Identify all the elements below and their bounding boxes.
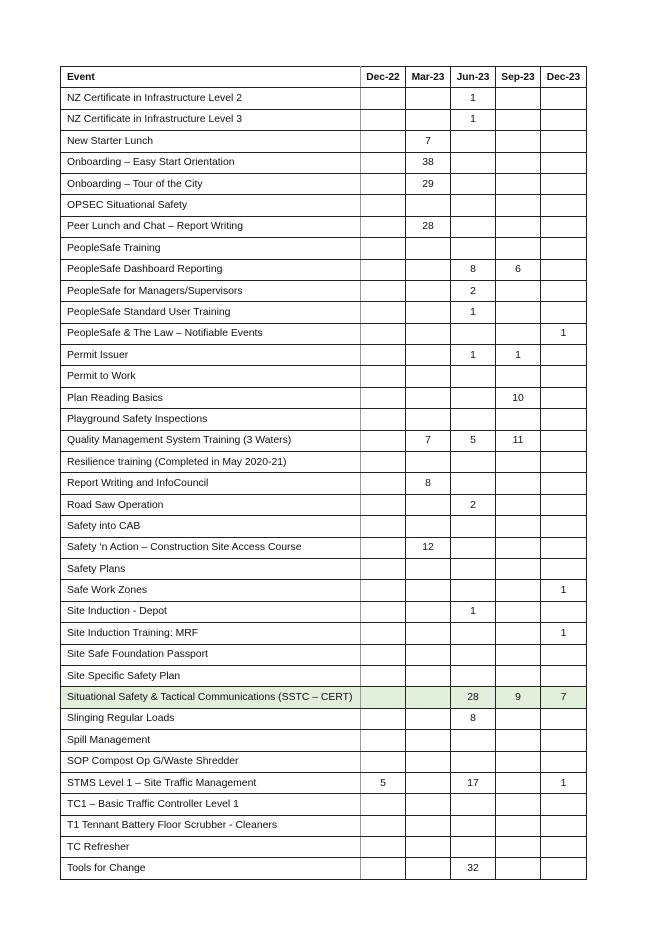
value-cell-dec-22 xyxy=(361,216,406,237)
value-cell-sep-23 xyxy=(496,751,541,772)
value-cell-dec-23 xyxy=(541,302,587,323)
table-row xyxy=(61,751,587,772)
value-cell-jun-23 xyxy=(451,131,496,152)
events-table xyxy=(60,66,587,880)
value-cell-dec-23 xyxy=(541,751,587,772)
table-row xyxy=(61,837,587,858)
value-cell-jun-23 xyxy=(451,665,496,686)
value-cell-dec-23 xyxy=(541,345,587,366)
value-cell-dec-23 xyxy=(541,730,587,751)
table-row xyxy=(61,238,587,259)
value-cell-mar-23 xyxy=(406,387,451,408)
value-cell-jun-23 xyxy=(451,387,496,408)
value-cell-jun-23 xyxy=(451,323,496,344)
event-name-cell: Safety into CAB xyxy=(61,516,361,537)
value-cell-sep-23 xyxy=(496,238,541,259)
value-cell-jun-23 xyxy=(451,751,496,772)
value-cell-dec-23 xyxy=(541,430,587,451)
event-name-cell: Onboarding – Easy Start Orientation xyxy=(61,152,361,173)
table-row xyxy=(61,644,587,665)
table-row xyxy=(61,452,587,473)
value-cell-sep-23 xyxy=(496,837,541,858)
value-cell-jun-23: 5 xyxy=(451,430,496,451)
value-cell-dec-22 xyxy=(361,152,406,173)
table-row xyxy=(61,280,587,301)
value-cell-mar-23 xyxy=(406,815,451,836)
value-cell-sep-23 xyxy=(496,216,541,237)
value-cell-sep-23 xyxy=(496,537,541,558)
value-cell-sep-23 xyxy=(496,558,541,579)
value-cell-mar-23 xyxy=(406,558,451,579)
event-name-cell: Tools for Change xyxy=(61,858,361,879)
value-cell-sep-23 xyxy=(496,280,541,301)
table-row xyxy=(61,302,587,323)
table-row xyxy=(61,516,587,537)
value-cell-jun-23 xyxy=(451,794,496,815)
value-cell-dec-22 xyxy=(361,238,406,259)
value-cell-dec-23: 1 xyxy=(541,623,587,644)
value-cell-mar-23: 38 xyxy=(406,152,451,173)
value-cell-dec-22 xyxy=(361,516,406,537)
table-row xyxy=(61,858,587,879)
table-row xyxy=(61,131,587,152)
value-cell-mar-23 xyxy=(406,751,451,772)
value-cell-dec-22 xyxy=(361,452,406,473)
value-cell-dec-22 xyxy=(361,601,406,622)
value-cell-sep-23 xyxy=(496,152,541,173)
header-dec-22: Dec-22 xyxy=(361,67,406,88)
value-cell-mar-23 xyxy=(406,259,451,280)
event-name-cell: Safe Work Zones xyxy=(61,580,361,601)
value-cell-mar-23 xyxy=(406,665,451,686)
table-row xyxy=(61,323,587,344)
value-cell-jun-23 xyxy=(451,473,496,494)
value-cell-jun-23 xyxy=(451,837,496,858)
table-row xyxy=(61,494,587,515)
value-cell-mar-23 xyxy=(406,494,451,515)
value-cell-jun-23 xyxy=(451,152,496,173)
value-cell-mar-23 xyxy=(406,858,451,879)
value-cell-dec-23: 1 xyxy=(541,580,587,601)
value-cell-dec-22 xyxy=(361,837,406,858)
value-cell-jun-23 xyxy=(451,173,496,194)
value-cell-dec-23 xyxy=(541,494,587,515)
event-name-cell: TC1 – Basic Traffic Controller Level 1 xyxy=(61,794,361,815)
table-row xyxy=(61,259,587,280)
value-cell-jun-23 xyxy=(451,537,496,558)
value-cell-dec-23: 1 xyxy=(541,323,587,344)
value-cell-sep-23 xyxy=(496,131,541,152)
value-cell-jun-23 xyxy=(451,516,496,537)
event-name-cell: Site Induction Training: MRF xyxy=(61,623,361,644)
value-cell-dec-22 xyxy=(361,387,406,408)
value-cell-mar-23 xyxy=(406,601,451,622)
header-event: Event xyxy=(61,67,361,88)
table-row xyxy=(61,687,587,708)
value-cell-mar-23 xyxy=(406,708,451,729)
table-row xyxy=(61,558,587,579)
event-name-cell: Report Writing and InfoCouncil xyxy=(61,473,361,494)
value-cell-jun-23 xyxy=(451,580,496,601)
value-cell-dec-23 xyxy=(541,837,587,858)
event-name-cell: PeopleSafe Training xyxy=(61,238,361,259)
event-name-cell: Site Specific Safety Plan xyxy=(61,665,361,686)
value-cell-sep-23 xyxy=(496,665,541,686)
value-cell-jun-23: 1 xyxy=(451,109,496,130)
value-cell-dec-23: 1 xyxy=(541,772,587,793)
value-cell-sep-23 xyxy=(496,88,541,109)
value-cell-dec-23 xyxy=(541,366,587,387)
table-row xyxy=(61,216,587,237)
value-cell-mar-23 xyxy=(406,366,451,387)
value-cell-jun-23 xyxy=(451,623,496,644)
value-cell-dec-23 xyxy=(541,109,587,130)
value-cell-dec-22 xyxy=(361,730,406,751)
header-mar-23: Mar-23 xyxy=(406,67,451,88)
table-row xyxy=(61,580,587,601)
value-cell-mar-23: 8 xyxy=(406,473,451,494)
value-cell-mar-23 xyxy=(406,772,451,793)
event-name-cell: Quality Management System Training (3 Waters) xyxy=(61,430,361,451)
table-row xyxy=(61,473,587,494)
value-cell-sep-23 xyxy=(496,623,541,644)
value-cell-jun-23: 1 xyxy=(451,345,496,366)
value-cell-mar-23 xyxy=(406,302,451,323)
value-cell-sep-23: 1 xyxy=(496,345,541,366)
value-cell-sep-23 xyxy=(496,323,541,344)
header-jun-23: Jun-23 xyxy=(451,67,496,88)
value-cell-mar-23 xyxy=(406,623,451,644)
value-cell-mar-23 xyxy=(406,409,451,430)
table-row xyxy=(61,772,587,793)
table-header-row xyxy=(61,67,587,88)
value-cell-mar-23 xyxy=(406,837,451,858)
value-cell-dec-22 xyxy=(361,280,406,301)
value-cell-jun-23 xyxy=(451,216,496,237)
value-cell-jun-23: 28 xyxy=(451,687,496,708)
value-cell-jun-23 xyxy=(451,644,496,665)
value-cell-mar-23: 12 xyxy=(406,537,451,558)
table-row xyxy=(61,195,587,216)
value-cell-mar-23 xyxy=(406,687,451,708)
value-cell-dec-22 xyxy=(361,580,406,601)
event-name-cell: Road Saw Operation xyxy=(61,494,361,515)
value-cell-dec-23 xyxy=(541,195,587,216)
event-name-cell: Plan Reading Basics xyxy=(61,387,361,408)
value-cell-mar-23: 28 xyxy=(406,216,451,237)
value-cell-dec-23 xyxy=(541,452,587,473)
table-row xyxy=(61,623,587,644)
value-cell-dec-23 xyxy=(541,601,587,622)
table-row xyxy=(61,409,587,430)
value-cell-jun-23 xyxy=(451,452,496,473)
value-cell-dec-22 xyxy=(361,644,406,665)
value-cell-dec-22 xyxy=(361,858,406,879)
table-row xyxy=(61,366,587,387)
value-cell-sep-23 xyxy=(496,494,541,515)
value-cell-jun-23 xyxy=(451,558,496,579)
value-cell-dec-22 xyxy=(361,794,406,815)
value-cell-sep-23 xyxy=(496,195,541,216)
value-cell-dec-23 xyxy=(541,644,587,665)
table-row xyxy=(61,173,587,194)
value-cell-dec-22 xyxy=(361,494,406,515)
event-name-cell: OPSEC Situational Safety xyxy=(61,195,361,216)
value-cell-sep-23: 9 xyxy=(496,687,541,708)
header-dec-23: Dec-23 xyxy=(541,67,587,88)
value-cell-sep-23 xyxy=(496,109,541,130)
value-cell-sep-23 xyxy=(496,708,541,729)
value-cell-mar-23 xyxy=(406,452,451,473)
value-cell-dec-22 xyxy=(361,409,406,430)
value-cell-mar-23 xyxy=(406,109,451,130)
value-cell-sep-23 xyxy=(496,858,541,879)
value-cell-dec-23 xyxy=(541,473,587,494)
event-name-cell: Site Safe Foundation Passport xyxy=(61,644,361,665)
event-name-cell: NZ Certificate in Infrastructure Level 3 xyxy=(61,109,361,130)
value-cell-dec-22 xyxy=(361,173,406,194)
table-row xyxy=(61,601,587,622)
event-name-cell: PeopleSafe for Managers/Supervisors xyxy=(61,280,361,301)
event-name-cell: Safety Plans xyxy=(61,558,361,579)
value-cell-dec-22 xyxy=(361,687,406,708)
value-cell-dec-22 xyxy=(361,558,406,579)
value-cell-jun-23 xyxy=(451,366,496,387)
value-cell-sep-23 xyxy=(496,815,541,836)
value-cell-mar-23 xyxy=(406,644,451,665)
value-cell-dec-23 xyxy=(541,794,587,815)
value-cell-dec-23 xyxy=(541,708,587,729)
value-cell-mar-23 xyxy=(406,238,451,259)
event-name-cell: Playground Safety Inspections xyxy=(61,409,361,430)
value-cell-mar-23 xyxy=(406,730,451,751)
value-cell-dec-23 xyxy=(541,516,587,537)
table-row xyxy=(61,708,587,729)
event-name-cell: Situational Safety & Tactical Communications (SSTC – CERT) xyxy=(61,687,361,708)
value-cell-dec-23 xyxy=(541,131,587,152)
event-name-cell: Site Induction - Depot xyxy=(61,601,361,622)
value-cell-dec-22 xyxy=(361,88,406,109)
value-cell-sep-23 xyxy=(496,516,541,537)
value-cell-jun-23: 2 xyxy=(451,494,496,515)
event-name-cell: STMS Level 1 – Site Traffic Management xyxy=(61,772,361,793)
value-cell-dec-23 xyxy=(541,280,587,301)
value-cell-mar-23 xyxy=(406,516,451,537)
value-cell-dec-23 xyxy=(541,173,587,194)
table-row xyxy=(61,387,587,408)
value-cell-jun-23 xyxy=(451,730,496,751)
value-cell-mar-23 xyxy=(406,794,451,815)
value-cell-jun-23: 1 xyxy=(451,302,496,323)
table-row xyxy=(61,665,587,686)
value-cell-dec-23 xyxy=(541,815,587,836)
table-row xyxy=(61,794,587,815)
event-name-cell: Peer Lunch and Chat – Report Writing xyxy=(61,216,361,237)
event-name-cell: T1 Tennant Battery Floor Scrubber - Cleaners xyxy=(61,815,361,836)
event-name-cell: NZ Certificate in Infrastructure Level 2 xyxy=(61,88,361,109)
value-cell-jun-23 xyxy=(451,195,496,216)
table-row xyxy=(61,152,587,173)
value-cell-dec-23 xyxy=(541,409,587,430)
value-cell-dec-22 xyxy=(361,323,406,344)
value-cell-sep-23 xyxy=(496,772,541,793)
value-cell-mar-23: 7 xyxy=(406,430,451,451)
event-name-cell: Safety ‘n Action – Construction Site Access Course xyxy=(61,537,361,558)
value-cell-sep-23 xyxy=(496,601,541,622)
value-cell-dec-22 xyxy=(361,623,406,644)
value-cell-jun-23: 2 xyxy=(451,280,496,301)
value-cell-sep-23 xyxy=(496,580,541,601)
value-cell-dec-23 xyxy=(541,558,587,579)
value-cell-sep-23 xyxy=(496,730,541,751)
value-cell-dec-23 xyxy=(541,216,587,237)
document-page xyxy=(60,66,586,880)
header-sep-23: Sep-23 xyxy=(496,67,541,88)
value-cell-dec-23 xyxy=(541,152,587,173)
value-cell-dec-22 xyxy=(361,815,406,836)
event-name-cell: Onboarding – Tour of the City xyxy=(61,173,361,194)
value-cell-dec-22 xyxy=(361,665,406,686)
value-cell-dec-23 xyxy=(541,238,587,259)
value-cell-mar-23 xyxy=(406,195,451,216)
value-cell-mar-23 xyxy=(406,280,451,301)
event-name-cell: Permit to Work xyxy=(61,366,361,387)
value-cell-sep-23: 10 xyxy=(496,387,541,408)
value-cell-jun-23: 17 xyxy=(451,772,496,793)
value-cell-dec-23 xyxy=(541,387,587,408)
value-cell-mar-23 xyxy=(406,345,451,366)
value-cell-dec-22 xyxy=(361,537,406,558)
value-cell-dec-22 xyxy=(361,109,406,130)
value-cell-sep-23 xyxy=(496,473,541,494)
value-cell-jun-23 xyxy=(451,409,496,430)
event-name-cell: PeopleSafe Dashboard Reporting xyxy=(61,259,361,280)
value-cell-sep-23 xyxy=(496,794,541,815)
value-cell-mar-23 xyxy=(406,88,451,109)
value-cell-jun-23: 32 xyxy=(451,858,496,879)
value-cell-sep-23 xyxy=(496,302,541,323)
value-cell-mar-23: 7 xyxy=(406,131,451,152)
value-cell-jun-23 xyxy=(451,238,496,259)
value-cell-mar-23: 29 xyxy=(406,173,451,194)
value-cell-dec-22 xyxy=(361,259,406,280)
value-cell-dec-22 xyxy=(361,708,406,729)
value-cell-jun-23: 1 xyxy=(451,601,496,622)
value-cell-jun-23: 1 xyxy=(451,88,496,109)
table-body xyxy=(61,88,587,879)
table-row xyxy=(61,537,587,558)
event-name-cell: PeopleSafe Standard User Training xyxy=(61,302,361,323)
value-cell-sep-23 xyxy=(496,644,541,665)
value-cell-dec-22 xyxy=(361,131,406,152)
table-row xyxy=(61,109,587,130)
value-cell-sep-23 xyxy=(496,366,541,387)
event-name-cell: Slinging Regular Loads xyxy=(61,708,361,729)
value-cell-dec-23 xyxy=(541,537,587,558)
value-cell-dec-22 xyxy=(361,430,406,451)
value-cell-dec-22 xyxy=(361,473,406,494)
value-cell-sep-23: 6 xyxy=(496,259,541,280)
value-cell-jun-23 xyxy=(451,815,496,836)
event-name-cell: New Starter Lunch xyxy=(61,131,361,152)
value-cell-sep-23 xyxy=(496,173,541,194)
value-cell-dec-22 xyxy=(361,302,406,323)
table-row xyxy=(61,88,587,109)
value-cell-dec-22 xyxy=(361,195,406,216)
value-cell-dec-23 xyxy=(541,259,587,280)
value-cell-jun-23: 8 xyxy=(451,708,496,729)
value-cell-dec-22 xyxy=(361,751,406,772)
value-cell-dec-23 xyxy=(541,88,587,109)
value-cell-jun-23: 8 xyxy=(451,259,496,280)
event-name-cell: SOP Compost Op G/Waste Shredder xyxy=(61,751,361,772)
table-row xyxy=(61,730,587,751)
value-cell-mar-23 xyxy=(406,580,451,601)
event-name-cell: PeopleSafe & The Law – Notifiable Events xyxy=(61,323,361,344)
value-cell-dec-23 xyxy=(541,665,587,686)
event-name-cell: Permit Issuer xyxy=(61,345,361,366)
value-cell-dec-23: 7 xyxy=(541,687,587,708)
value-cell-dec-22 xyxy=(361,366,406,387)
value-cell-dec-23 xyxy=(541,858,587,879)
table-row xyxy=(61,430,587,451)
value-cell-dec-22: 5 xyxy=(361,772,406,793)
table-row xyxy=(61,815,587,836)
table-row xyxy=(61,345,587,366)
value-cell-dec-22 xyxy=(361,345,406,366)
event-name-cell: TC Refresher xyxy=(61,837,361,858)
value-cell-sep-23: 11 xyxy=(496,430,541,451)
event-name-cell: Resilience training (Completed in May 2020-21) xyxy=(61,452,361,473)
value-cell-mar-23 xyxy=(406,323,451,344)
value-cell-sep-23 xyxy=(496,452,541,473)
event-name-cell: Spill Management xyxy=(61,730,361,751)
value-cell-sep-23 xyxy=(496,409,541,430)
